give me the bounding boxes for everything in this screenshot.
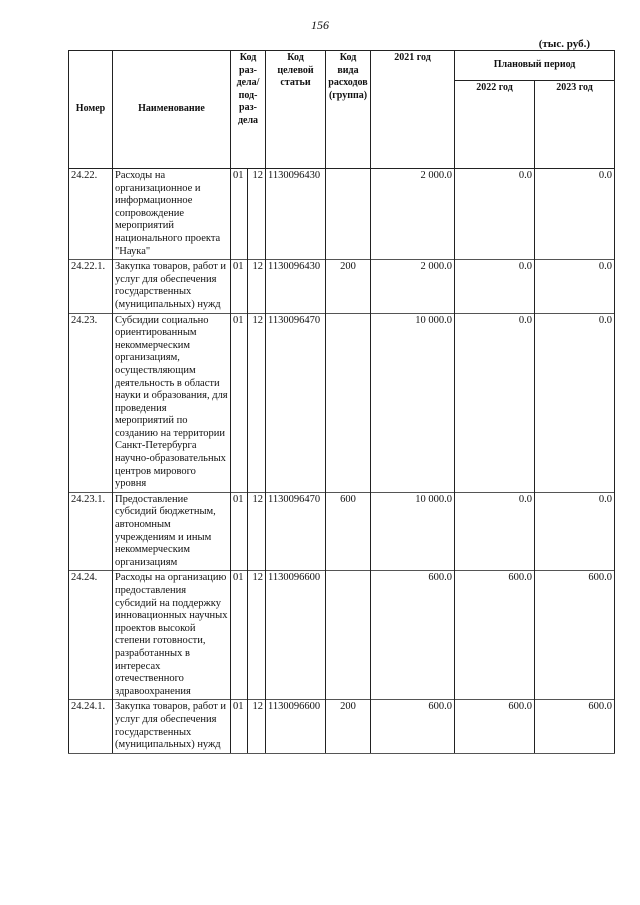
row-vid xyxy=(326,169,371,260)
row-number: 24.22. xyxy=(69,169,113,260)
row-name: Субсидии социально ориентированным некоммерческим организациям, осуществляющим деятельность в области науки и образования, для проведения мероприятий по созданию на территории Санкт-Петербурга научно-образовательных центров мирового уровня xyxy=(113,313,231,492)
row-name: Закупка товаров, работ и услуг для обеспечения государственных (муниципальных) нужд xyxy=(113,260,231,313)
row-razdel: 01 xyxy=(231,492,248,571)
header-2021: 2021 год xyxy=(371,51,455,169)
row-podrazdel: 12 xyxy=(248,169,266,260)
header-target: Код целевой статьи xyxy=(266,51,326,169)
table-row xyxy=(69,492,615,571)
header-number: Номер xyxy=(69,51,113,169)
row-2021: 2 000.0 xyxy=(371,169,455,260)
row-2022: 600.0 xyxy=(455,700,535,753)
row-target: 1130096430 xyxy=(266,169,326,260)
row-2021: 600.0 xyxy=(371,571,455,700)
budget-table xyxy=(68,50,615,754)
row-number: 24.24.1. xyxy=(69,700,113,753)
row-vid: 200 xyxy=(326,700,371,753)
row-2023: 0.0 xyxy=(535,260,615,313)
row-2021: 2 000.0 xyxy=(371,260,455,313)
row-vid xyxy=(326,571,371,700)
row-2022: 0.0 xyxy=(455,169,535,260)
row-target: 1130096600 xyxy=(266,571,326,700)
row-podrazdel: 12 xyxy=(248,571,266,700)
row-target: 1130096470 xyxy=(266,313,326,492)
row-podrazdel: 12 xyxy=(248,313,266,492)
row-name: Закупка товаров, работ и услуг для обеспечения государственных (муниципальных) нужд xyxy=(113,700,231,753)
row-target: 1130096470 xyxy=(266,492,326,571)
table-row xyxy=(69,260,615,313)
row-podrazdel: 12 xyxy=(248,700,266,753)
row-2022: 0.0 xyxy=(455,492,535,571)
header-plan-period: Плановый период xyxy=(455,51,615,81)
row-vid: 600 xyxy=(326,492,371,571)
row-2021: 10 000.0 xyxy=(371,492,455,571)
row-podrazdel: 12 xyxy=(248,492,266,571)
header-vid: Код вида расходов (группа) xyxy=(326,51,371,169)
row-razdel: 01 xyxy=(231,260,248,313)
row-2021: 600.0 xyxy=(371,700,455,753)
row-target: 1130096600 xyxy=(266,700,326,753)
table-row xyxy=(69,313,615,492)
header-2023: 2023 год xyxy=(535,81,615,169)
row-2022: 0.0 xyxy=(455,260,535,313)
row-name: Расходы на организационное и информационное сопровождение мероприятий национального проекта "Наука" xyxy=(113,169,231,260)
units-label: (тыс. руб.) xyxy=(538,38,590,50)
header-name: Наименование xyxy=(113,51,231,169)
table-row xyxy=(69,571,615,700)
row-number: 24.22.1. xyxy=(69,260,113,313)
table-row xyxy=(69,169,615,260)
row-number: 24.24. xyxy=(69,571,113,700)
row-razdel: 01 xyxy=(231,313,248,492)
table-row xyxy=(69,700,615,753)
row-2023: 0.0 xyxy=(535,492,615,571)
row-name: Расходы на организацию предоставления субсидий на поддержку инновационных научных проектов высокой степени готовности, разработанных в интересах отечественного здравоохранения xyxy=(113,571,231,700)
row-number: 24.23.1. xyxy=(69,492,113,571)
row-2023: 600.0 xyxy=(535,700,615,753)
header-razdel: Код раз- дела/ под- раз- дела xyxy=(231,51,266,169)
row-2023: 600.0 xyxy=(535,571,615,700)
row-2023: 0.0 xyxy=(535,313,615,492)
row-2022: 0.0 xyxy=(455,313,535,492)
row-number: 24.23. xyxy=(69,313,113,492)
row-vid: 200 xyxy=(326,260,371,313)
row-name: Предоставление субсидий бюджетным, автономным учреждениям и иным некоммерческим организациям xyxy=(113,492,231,571)
row-vid xyxy=(326,313,371,492)
page-number: 156 xyxy=(311,18,329,32)
row-2023: 0.0 xyxy=(535,169,615,260)
row-razdel: 01 xyxy=(231,571,248,700)
row-podrazdel: 12 xyxy=(248,260,266,313)
row-2021: 10 000.0 xyxy=(371,313,455,492)
row-razdel: 01 xyxy=(231,169,248,260)
header-2022: 2022 год xyxy=(455,81,535,169)
row-2022: 600.0 xyxy=(455,571,535,700)
row-razdel: 01 xyxy=(231,700,248,753)
row-target: 1130096430 xyxy=(266,260,326,313)
